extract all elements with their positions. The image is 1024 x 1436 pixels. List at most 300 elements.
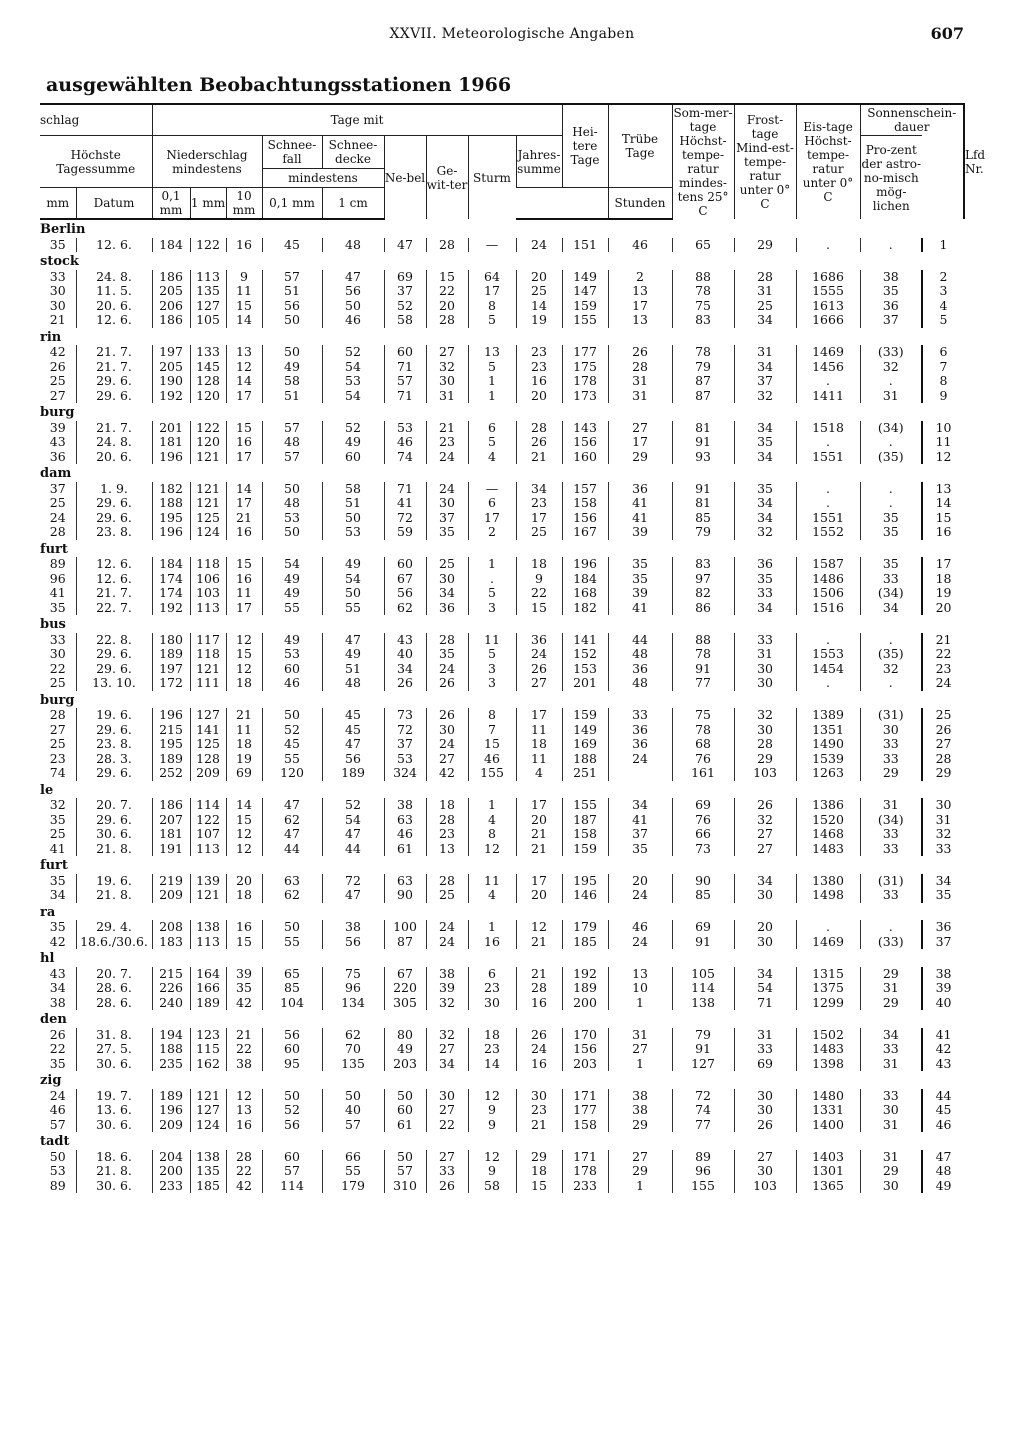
cell-heit: 24	[516, 238, 562, 253]
col-n01: 0,1 mm	[152, 188, 190, 220]
cell-sf: 50	[262, 482, 322, 497]
col-truebe-spacer	[562, 188, 608, 220]
cell-sd: 62	[322, 1028, 384, 1043]
cell-n1: 120	[190, 389, 226, 404]
cell-trueb: 184	[562, 572, 608, 587]
cell-lfd: 11	[922, 435, 964, 450]
table-row	[40, 435, 964, 450]
cell-n10: 13	[226, 1103, 262, 1118]
cell-som: 48	[608, 676, 672, 691]
cell-trueb: 160	[562, 450, 608, 465]
cell-datum: 19. 7.	[76, 1089, 152, 1104]
cell-nebel: 52	[384, 299, 426, 314]
table-row	[40, 1103, 964, 1118]
cell-proz: 33	[860, 1089, 922, 1104]
cell-n01: 209	[152, 888, 190, 903]
cell-proz: (33)	[860, 345, 922, 360]
cell-lfd: 47	[922, 1150, 964, 1165]
cell-n01: 209	[152, 1118, 190, 1133]
cell-gew: 24	[426, 482, 468, 497]
cell-nebel: 62	[384, 601, 426, 616]
table-row	[40, 708, 964, 723]
cell-sf: 50	[262, 313, 322, 328]
cell-frost: 105	[672, 967, 734, 982]
cell-som: 29	[608, 1118, 672, 1133]
cell-sturm: 9	[468, 1164, 516, 1179]
cell-mm: 35	[49, 1055, 66, 1071]
cell-gew: 24	[426, 737, 468, 752]
cell-frost: 91	[672, 482, 734, 497]
cell-n10: 21	[226, 708, 262, 723]
cell-n1: 113	[190, 842, 226, 857]
cell-heit: 21	[516, 935, 562, 950]
cell-proz: .	[860, 676, 922, 691]
cell-frost: 78	[672, 284, 734, 299]
cell-som: 39	[608, 525, 672, 540]
cell-frost: 77	[672, 676, 734, 691]
cell-jahr: 1400	[796, 1118, 860, 1133]
cell-frost: 75	[672, 299, 734, 314]
cell-nebel: 73	[384, 708, 426, 723]
cell-eis: 34	[734, 511, 796, 526]
cell-nebel: 53	[384, 421, 426, 436]
cell-trueb: 192	[562, 967, 608, 982]
cell-som: 35	[608, 572, 672, 587]
cell-gew: 23	[426, 827, 468, 842]
cell-lfd: 16	[922, 525, 964, 540]
cell-nebel: 41	[384, 496, 426, 511]
cell-eis: 36	[734, 557, 796, 572]
cell-n1: 113	[190, 601, 226, 616]
cell-proz: .	[860, 482, 922, 497]
cell-nebel: 57	[384, 1164, 426, 1179]
cell-jahr: 1490	[796, 737, 860, 752]
cell-nebel: 53	[384, 752, 426, 767]
cell-trueb: 171	[562, 1150, 608, 1165]
cell-jahr: .	[796, 374, 860, 389]
table-row	[40, 737, 964, 752]
cell-sf: 50	[262, 345, 322, 360]
cell-nebel: 37	[384, 284, 426, 299]
cell-jahr: 1539	[796, 752, 860, 767]
cell-sf: 56	[262, 1118, 322, 1133]
cell-frost: 114	[672, 981, 734, 996]
cell-lfd: 8	[922, 374, 964, 389]
cell-eis: 32	[734, 813, 796, 828]
cell-datum: 29. 6.	[76, 647, 152, 662]
cell-eis: 29	[734, 752, 796, 767]
cell-sd: 72	[322, 874, 384, 889]
cell-lfd: 45	[922, 1103, 964, 1118]
cell-heit: 20	[516, 389, 562, 404]
cell-n01: 195	[152, 511, 190, 526]
cell-nebel: 56	[384, 586, 426, 601]
table-row	[40, 676, 964, 691]
cell-som: 1	[608, 1057, 672, 1072]
cell-trueb: 159	[562, 299, 608, 314]
table-row	[40, 920, 964, 935]
cell-gew: 34	[426, 1057, 468, 1072]
table-row	[40, 421, 964, 436]
cell-datum: 13. 6.	[76, 1103, 152, 1118]
cell-som: 35	[608, 842, 672, 857]
cell-nebel: 37	[384, 737, 426, 752]
cell-datum: 29. 6.	[76, 662, 152, 677]
cell-sf: 52	[262, 1103, 322, 1118]
cell-frost: 78	[672, 723, 734, 738]
cell-sd: 46	[322, 313, 384, 328]
cell-n1: 135	[190, 1164, 226, 1179]
cell-sturm: 1	[468, 798, 516, 813]
cell-heit: 21	[516, 1118, 562, 1133]
cell-sf: 55	[262, 601, 322, 616]
cell-heit: 21	[516, 967, 562, 982]
cell-n10: 20	[226, 874, 262, 889]
col-schneedecke: Schnee-decke	[322, 136, 384, 169]
cell-eis: 30	[734, 1089, 796, 1104]
cell-gew: 30	[426, 572, 468, 587]
cell-mm: 33	[49, 631, 66, 647]
cell-n01: 188	[152, 1042, 190, 1057]
cell-mm: 23	[49, 750, 66, 766]
cell-n01: 226	[152, 981, 190, 996]
cell-n10: 11	[226, 723, 262, 738]
cell-datum: 12. 6.	[76, 572, 152, 587]
table-row	[40, 935, 964, 950]
cell-gew: 25	[426, 888, 468, 903]
cell-lfd: 14	[922, 496, 964, 511]
cell-heit: 26	[516, 662, 562, 677]
cell-frost: 161	[672, 766, 734, 781]
cell-sturm: 12	[468, 842, 516, 857]
cell-gew: 32	[426, 360, 468, 375]
cell-proz: 33	[860, 572, 922, 587]
cell-eis: 26	[734, 1118, 796, 1133]
col-truebe: Trübe Tage	[608, 104, 672, 188]
cell-nebel: 69	[384, 270, 426, 285]
cell-gew: 24	[426, 662, 468, 677]
cell-n1: 120	[190, 435, 226, 450]
cell-frost: 88	[672, 270, 734, 285]
cell-sturm: 3	[468, 662, 516, 677]
cell-sf: 57	[262, 450, 322, 465]
cell-trueb: 159	[562, 842, 608, 857]
cell-n01: 192	[152, 389, 190, 404]
table-row	[40, 572, 964, 587]
station-group-header	[40, 781, 964, 799]
cell-n10: 9	[226, 270, 262, 285]
cell-nebel: 305	[384, 996, 426, 1011]
cell-n01: 192	[152, 601, 190, 616]
cell-datum: 30. 6.	[76, 1179, 152, 1194]
cell-sturm: 155	[468, 766, 516, 781]
table-row	[40, 967, 964, 982]
cell-heit: 21	[516, 842, 562, 857]
cell-trueb: 158	[562, 1118, 608, 1133]
cell-n1: 133	[190, 345, 226, 360]
cell-lfd: 2	[922, 270, 964, 285]
cell-trueb: 155	[562, 798, 608, 813]
cell-frost: 86	[672, 601, 734, 616]
cell-sd: 134	[322, 996, 384, 1011]
cell-n01: 186	[152, 270, 190, 285]
station-name: burg	[40, 405, 75, 420]
cell-sturm: 4	[468, 450, 516, 465]
cell-heit: 24	[516, 1042, 562, 1057]
page-number: 607	[930, 24, 964, 43]
cell-gew: 33	[426, 1164, 468, 1179]
cell-mm: 33	[49, 268, 66, 284]
cell-n10: 12	[226, 633, 262, 648]
cell-proz: 35	[860, 557, 922, 572]
cell-n1: 122	[190, 813, 226, 828]
cell-nebel: 63	[384, 813, 426, 828]
cell-trueb: 178	[562, 1164, 608, 1179]
cell-heit: 11	[516, 752, 562, 767]
cell-som: 39	[608, 586, 672, 601]
cell-eis: 28	[734, 270, 796, 285]
cell-lfd: 34	[922, 874, 964, 889]
cell-trueb: 169	[562, 737, 608, 752]
cell-n10: 15	[226, 935, 262, 950]
cell-trueb: 158	[562, 496, 608, 511]
cell-sturm: 8	[468, 827, 516, 842]
cell-heit: 16	[516, 1057, 562, 1072]
cell-mm: 89	[49, 1177, 66, 1193]
cell-gew: 42	[426, 766, 468, 781]
cell-sf: 60	[262, 1042, 322, 1057]
cell-n1: 209	[190, 766, 226, 781]
cell-trueb: 147	[562, 284, 608, 299]
cell-gew: 36	[426, 601, 468, 616]
cell-sturm: 2	[468, 525, 516, 540]
running-header: XXVII. Meteorologische Angaben	[389, 26, 635, 42]
cell-jahr: 1386	[796, 798, 860, 813]
cell-sf: 60	[262, 1150, 322, 1165]
station-group-header	[40, 615, 964, 633]
cell-n01: 204	[152, 1150, 190, 1165]
cell-lfd: 46	[922, 1118, 964, 1133]
cell-proz: 30	[860, 1103, 922, 1118]
cell-jahr: 1454	[796, 662, 860, 677]
cell-sturm: 18	[468, 1028, 516, 1043]
station-group-header	[40, 219, 964, 238]
cell-sturm: 5	[468, 435, 516, 450]
cell-frost: 81	[672, 496, 734, 511]
cell-lfd: 36	[922, 920, 964, 935]
cell-mm: 27	[49, 387, 66, 403]
table-row	[40, 284, 964, 299]
cell-frost: 69	[672, 798, 734, 813]
cell-nebel: 58	[384, 313, 426, 328]
cell-n10: 15	[226, 557, 262, 572]
cell-eis: 34	[734, 313, 796, 328]
cell-datum: 20. 6.	[76, 299, 152, 314]
cell-sf: 55	[262, 935, 322, 950]
cell-gew: 26	[426, 1179, 468, 1194]
cell-datum: 29. 6.	[76, 389, 152, 404]
cell-proz: (31)	[860, 708, 922, 723]
table-row	[40, 752, 964, 767]
cell-sd: 53	[322, 374, 384, 389]
cell-n1: 189	[190, 996, 226, 1011]
cell-nebel: 61	[384, 1118, 426, 1133]
cell-mm: 28	[49, 524, 66, 539]
cell-mm: 34	[49, 887, 66, 902]
cell-n10: 18	[226, 888, 262, 903]
cell-gew: 27	[426, 1042, 468, 1057]
cell-n1: 117	[190, 633, 226, 648]
cell-sturm: 17	[468, 284, 516, 299]
table-title: ausgewählten Beobachtungsstationen 1966	[46, 74, 512, 96]
cell-gew: 30	[426, 1089, 468, 1104]
cell-mm: 25	[49, 826, 66, 841]
cell-mm: 35	[49, 599, 66, 615]
cell-sd: 49	[322, 435, 384, 450]
cell-sturm: 17	[468, 511, 516, 526]
table-row	[40, 1057, 964, 1072]
cell-sf: 63	[262, 874, 322, 889]
table-row	[40, 1179, 964, 1194]
cell-trueb: 157	[562, 482, 608, 497]
cell-datum: 31. 8.	[76, 1028, 152, 1043]
cell-n01: 189	[152, 752, 190, 767]
cell-jahr: .	[796, 238, 860, 253]
cell-gew: 27	[426, 1103, 468, 1118]
cell-mm: 30	[49, 297, 66, 313]
cell-proz: .	[860, 496, 922, 511]
cell-eis: 71	[734, 996, 796, 1011]
col-niederschlag: Niederschlag mindestens	[152, 136, 262, 188]
cell-proz: 38	[860, 270, 922, 285]
cell-sf: 48	[262, 496, 322, 511]
cell-sf: 60	[262, 662, 322, 677]
cell-mm: 39	[49, 419, 66, 435]
cell-proz: .	[860, 633, 922, 648]
col-n10: 10 mm	[226, 188, 262, 220]
cell-sturm: 6	[468, 496, 516, 511]
cell-sf: 120	[262, 766, 322, 781]
cell-lfd: 37	[922, 935, 964, 950]
cell-sd: 47	[322, 827, 384, 842]
cell-n1: 121	[190, 888, 226, 903]
cell-datum: 28. 3.	[76, 752, 152, 767]
cell-jahr: .	[796, 920, 860, 935]
cell-sturm: 4	[468, 813, 516, 828]
cell-trueb: 156	[562, 435, 608, 450]
cell-trueb: 233	[562, 1179, 608, 1194]
cell-eis: 103	[734, 1179, 796, 1194]
cell-datum: 19. 6.	[76, 874, 152, 889]
cell-sturm: 5	[468, 360, 516, 375]
cell-n10: 15	[226, 647, 262, 662]
cell-sd: 56	[322, 284, 384, 299]
cell-mm: 26	[49, 1026, 66, 1042]
cell-n10: 14	[226, 482, 262, 497]
cell-proz: .	[860, 238, 922, 253]
cell-trueb: 185	[562, 935, 608, 950]
cell-n01: 235	[152, 1057, 190, 1072]
cell-n01: 196	[152, 450, 190, 465]
cell-n1: 111	[190, 676, 226, 691]
cell-n10: 28	[226, 1150, 262, 1165]
cell-n10: 69	[226, 766, 262, 781]
cell-eis: 30	[734, 1103, 796, 1118]
cell-jahr: 1456	[796, 360, 860, 375]
station-name: le	[40, 782, 54, 798]
cell-nebel: 43	[384, 633, 426, 648]
cell-datum: 20. 7.	[76, 967, 152, 982]
cell-mm: 89	[49, 556, 66, 571]
cell-n1: 128	[190, 374, 226, 389]
cell-som: 33	[608, 708, 672, 723]
cell-eis: 25	[734, 299, 796, 314]
station-name: furt	[40, 541, 68, 557]
cell-frost: 88	[672, 633, 734, 648]
cell-sf: 44	[262, 842, 322, 857]
cell-n01: 252	[152, 766, 190, 781]
cell-heit: 17	[516, 708, 562, 723]
cell-sf: 48	[262, 435, 322, 450]
cell-som: 1	[608, 1179, 672, 1194]
cell-nebel: 71	[384, 482, 426, 497]
cell-n10: 12	[226, 842, 262, 857]
cell-eis: 26	[734, 798, 796, 813]
cell-trueb: 149	[562, 723, 608, 738]
cell-proz: 31	[860, 981, 922, 996]
cell-lfd: 29	[922, 766, 964, 781]
cell-frost: 76	[672, 752, 734, 767]
cell-datum: 30. 6.	[76, 827, 152, 842]
cell-nebel: 67	[384, 572, 426, 587]
cell-proz: .	[860, 374, 922, 389]
cell-gew: 39	[426, 981, 468, 996]
cell-jahr: 1686	[796, 270, 860, 285]
cell-heit: 12	[516, 920, 562, 935]
cell-sf: 50	[262, 1089, 322, 1104]
cell-frost: 87	[672, 389, 734, 404]
cell-jahr: 1469	[796, 935, 860, 950]
cell-mm: 41	[49, 840, 66, 856]
cell-lfd: 48	[922, 1164, 964, 1179]
cell-mm: 22	[49, 1041, 66, 1056]
cell-frost: 79	[672, 525, 734, 540]
cell-eis: 69	[734, 1057, 796, 1072]
cell-sd: 52	[322, 421, 384, 436]
table-row	[40, 874, 964, 889]
table-row	[40, 766, 964, 781]
cell-som: 13	[608, 967, 672, 982]
cell-heit: 20	[516, 270, 562, 285]
cell-sturm: 1	[468, 557, 516, 572]
cell-gew: 13	[426, 842, 468, 857]
table-row	[40, 557, 964, 572]
cell-eis: 29	[734, 238, 796, 253]
cell-sturm: 8	[468, 708, 516, 723]
cell-datum: 21. 7.	[76, 345, 152, 360]
table-row	[40, 511, 964, 526]
cell-datum: 29. 6.	[76, 723, 152, 738]
cell-datum: 23. 8.	[76, 737, 152, 752]
cell-trueb: 149	[562, 270, 608, 285]
cell-n1: 121	[190, 496, 226, 511]
cell-sd: 50	[322, 1089, 384, 1104]
cell-datum: 27. 5.	[76, 1042, 152, 1057]
station-name: rin	[40, 329, 62, 345]
cell-nebel: 46	[384, 827, 426, 842]
cell-sd: 66	[322, 1150, 384, 1165]
cell-jahr: 1411	[796, 389, 860, 404]
